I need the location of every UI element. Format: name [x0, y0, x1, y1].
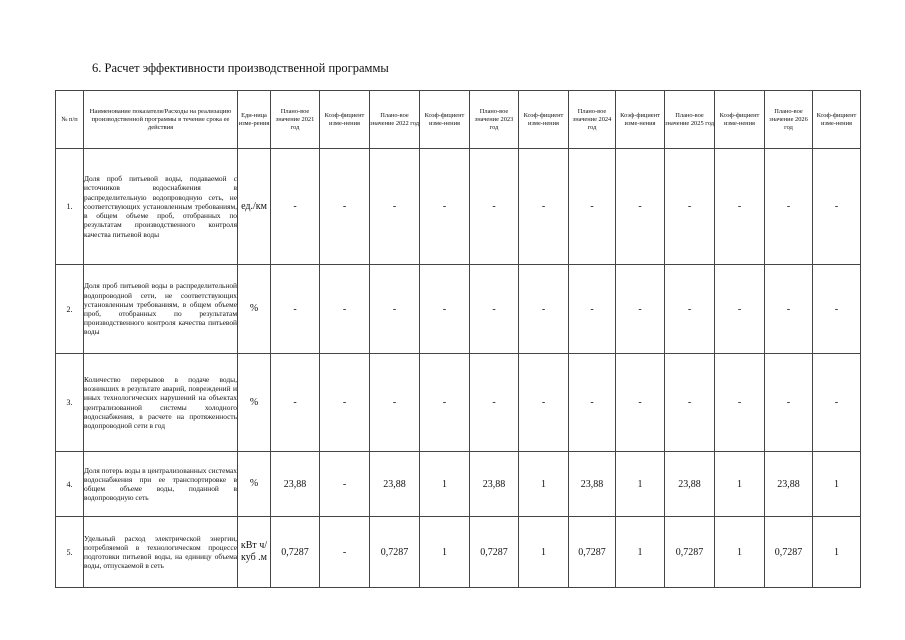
value-cell: 1 — [715, 517, 765, 588]
value-cell: - — [665, 354, 715, 452]
value-cell: - — [370, 265, 420, 354]
value-cell: 0,7287 — [271, 517, 320, 588]
value-cell: 0,7287 — [569, 517, 616, 588]
unit-cell: ед./км — [238, 149, 271, 265]
value-cell: - — [569, 354, 616, 452]
header-col: Коэф-фициент изме-нения — [320, 91, 370, 149]
value-cell: - — [470, 149, 519, 265]
unit-cell: % — [238, 265, 271, 354]
value-cell: - — [320, 452, 370, 517]
row-number: 3. — [56, 354, 84, 452]
value-cell: - — [519, 149, 569, 265]
value-cell: 23,88 — [569, 452, 616, 517]
value-cell: - — [765, 149, 813, 265]
row-number: 2. — [56, 265, 84, 354]
header-col: Коэф-фициент изме-нения — [519, 91, 569, 149]
value-cell: 23,88 — [271, 452, 320, 517]
table-row — [56, 452, 861, 517]
value-cell: - — [616, 149, 665, 265]
value-cell: - — [616, 354, 665, 452]
table-row — [56, 265, 861, 354]
header-col: Коэф-фициент изме-нения — [616, 91, 665, 149]
table-row — [56, 149, 861, 265]
value-cell: - — [470, 265, 519, 354]
indicator-name: Доля проб питьевой воды, подаваемой с источников водоснабжения в распределительную водопроводную сеть, не соответствующих установленным требованиям, в общем объеме проб, отобранных по результатам производственного контроля качества питьевой воды — [84, 149, 238, 265]
value-cell: 0,7287 — [470, 517, 519, 588]
value-cell: - — [420, 149, 470, 265]
header-name: Наименование показателя/Расходы на реализацию производственной программы в течение срока ее действия — [84, 91, 238, 149]
value-cell: - — [271, 265, 320, 354]
efficiency-table — [55, 90, 861, 588]
value-cell: 23,88 — [370, 452, 420, 517]
header-col: Коэф-фициент изме-нения — [715, 91, 765, 149]
value-cell: - — [665, 149, 715, 265]
header-col: Коэф-фициент изме-нения — [813, 91, 861, 149]
page-title: 6. Расчет эффективности производственной программы — [92, 61, 389, 75]
value-cell: - — [665, 265, 715, 354]
unit-cell: % — [238, 452, 271, 517]
value-cell: 0,7287 — [665, 517, 715, 588]
value-cell: - — [271, 149, 320, 265]
value-cell: - — [271, 354, 320, 452]
indicator-name: Доля потерь воды в централизованных системах водоснабжения при ее транспортировке в общем объеме воды, поданной в водопроводную сеть — [84, 452, 238, 517]
header-col: Плано-вое значение 2021 год — [271, 91, 320, 149]
value-cell: - — [320, 354, 370, 452]
table-row — [56, 517, 861, 588]
table-row — [56, 354, 861, 452]
value-cell: - — [320, 265, 370, 354]
value-cell: 23,88 — [470, 452, 519, 517]
unit-cell: кВт ч/куб .м — [238, 517, 271, 588]
value-cell: 1 — [616, 517, 665, 588]
value-cell: 1 — [420, 452, 470, 517]
value-cell: 0,7287 — [765, 517, 813, 588]
value-cell: - — [420, 354, 470, 452]
value-cell: - — [420, 265, 470, 354]
value-cell: - — [715, 265, 765, 354]
value-cell: 1 — [813, 452, 861, 517]
value-cell: - — [715, 354, 765, 452]
header-col: Плано-вое значение 2024 год — [569, 91, 616, 149]
value-cell: - — [370, 354, 420, 452]
value-cell: 1 — [420, 517, 470, 588]
header-unit: Еди-ница изме-рения — [238, 91, 271, 149]
value-cell: - — [320, 149, 370, 265]
value-cell: - — [765, 265, 813, 354]
value-cell: - — [569, 265, 616, 354]
row-number: 1. — [56, 149, 84, 265]
value-cell: 1 — [519, 452, 569, 517]
header-col: Плано-вое значение 2026 год — [765, 91, 813, 149]
value-cell: - — [813, 265, 861, 354]
indicator-name: Удельный расход электрической энергии, потребляемой в технологическом процессе подготовки питьевой воды, на единицу объема воды, отпускаемой в сеть — [84, 517, 238, 588]
value-cell: - — [765, 354, 813, 452]
value-cell: - — [519, 265, 569, 354]
indicator-name: Количество перерывов в подаче воды, возникших в результате аварий, повреждений и иных технологических нарушений на объектах централизованной системы холодного водоснабжения, в расчете на протяженность водопроводной сети в год — [84, 354, 238, 452]
header-col: Плано-вое значение 2023 год — [470, 91, 519, 149]
value-cell: 23,88 — [665, 452, 715, 517]
value-cell: 23,88 — [765, 452, 813, 517]
row-number: 5. — [56, 517, 84, 588]
header-num: № п/п — [56, 91, 84, 149]
row-number: 4. — [56, 452, 84, 517]
value-cell: - — [470, 354, 519, 452]
header-col: Коэф-фициент изме-нения — [420, 91, 470, 149]
value-cell: - — [320, 517, 370, 588]
value-cell: - — [616, 265, 665, 354]
value-cell: 1 — [519, 517, 569, 588]
value-cell: 1 — [813, 517, 861, 588]
value-cell: - — [813, 354, 861, 452]
value-cell: - — [813, 149, 861, 265]
unit-cell: % — [238, 354, 271, 452]
header-row — [56, 91, 861, 149]
value-cell: 1 — [616, 452, 665, 517]
header-col: Плано-вое значение 2022 год — [370, 91, 420, 149]
header-col: Плано-вое значение 2025 год — [665, 91, 715, 149]
value-cell: - — [370, 149, 420, 265]
indicator-name: Доля проб питьевой воды в распределительной водопроводной сети, не соответствующих установленным требованиям, в общем объеме проб, отобранных по результатам производственного контроля качества питьевой воды — [84, 265, 238, 354]
value-cell: 0,7287 — [370, 517, 420, 588]
value-cell: - — [519, 354, 569, 452]
value-cell: - — [569, 149, 616, 265]
value-cell: - — [715, 149, 765, 265]
value-cell: 1 — [715, 452, 765, 517]
